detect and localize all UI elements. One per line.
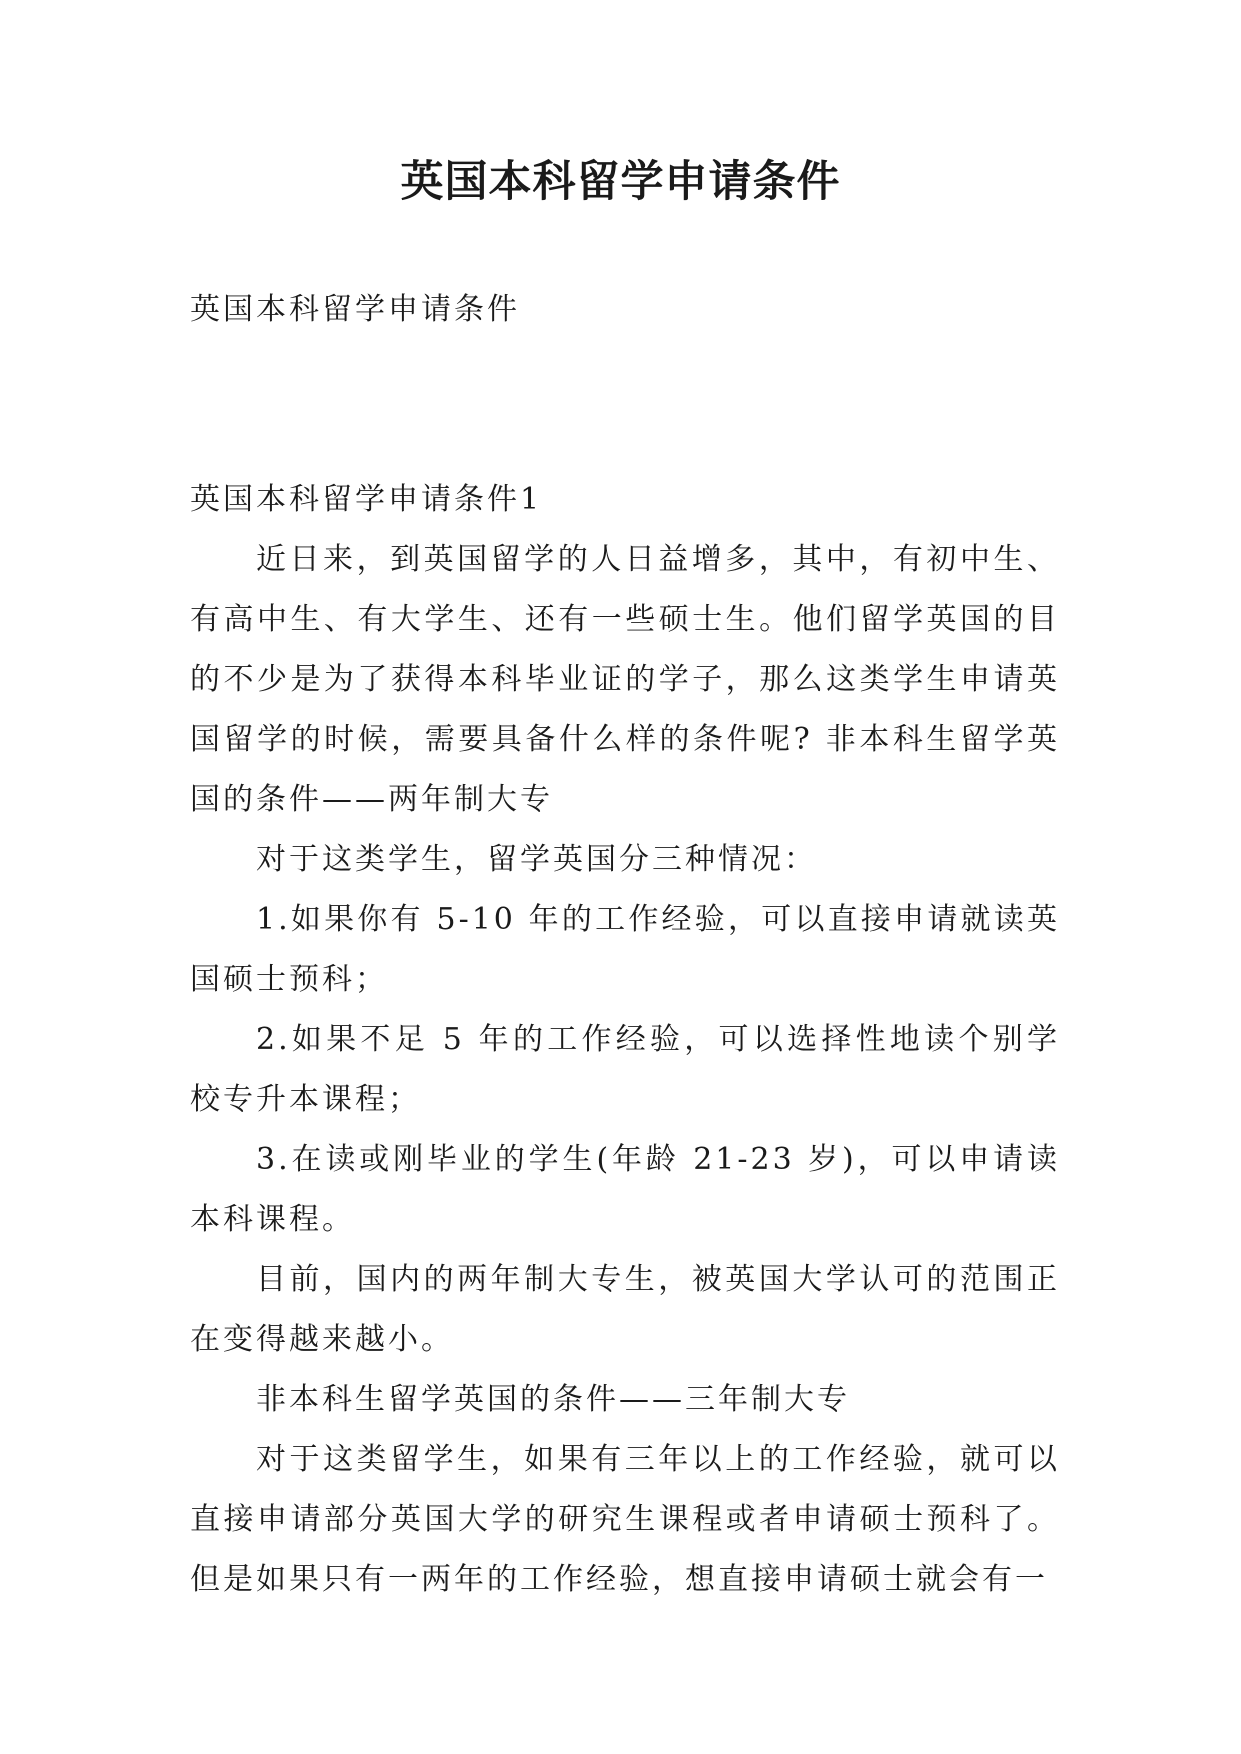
document-body [190, 470, 1060, 1610]
section-heading: 英国本科留学申请条件1 [190, 482, 543, 517]
list-item-case-2: 2.如果不足 5 年的工作经验，可以选择性地读个别学校专升本课程； [190, 1022, 1060, 1117]
paragraph-three-year-heading: 非本科生留学英国的条件——三年制大专 [256, 1382, 850, 1417]
document-subtitle: 英国本科留学申请条件 [190, 292, 520, 327]
paragraph-intro: 近日来，到英国留学的人日益增多，其中，有初中生、有高中生、有大学生、还有一些硕士生。他们留学英国的目的不少是为了获得本科毕业证的学子，那么这类学生申请英国留学的时候，需要具备什么样的条件呢? 非本科生留学英国的条件——两年制大专 [190, 542, 1060, 817]
paragraph-three-year-detail: 对于这类留学生，如果有三年以上的工作经验，就可以直接申请部分英国大学的研究生课程或者申请硕士预科了。但是如果只有一两年的工作经验，想直接申请硕士就会有一 [190, 1442, 1060, 1597]
paragraph-current-status: 目前，国内的两年制大专生，被英国大学认可的范围正在变得越来越小。 [190, 1262, 1060, 1357]
paragraph-three-cases: 对于这类学生，留学英国分三种情况： [256, 842, 817, 877]
document-title: 英国本科留学申请条件 [400, 157, 841, 207]
list-item-case-1: 1.如果你有 5-10 年的工作经验，可以直接申请就读英国硕士预科； [190, 902, 1060, 997]
list-item-case-3: 3.在读或刚毕业的学生(年龄 21-23 岁)，可以申请读本科课程。 [190, 1142, 1060, 1237]
